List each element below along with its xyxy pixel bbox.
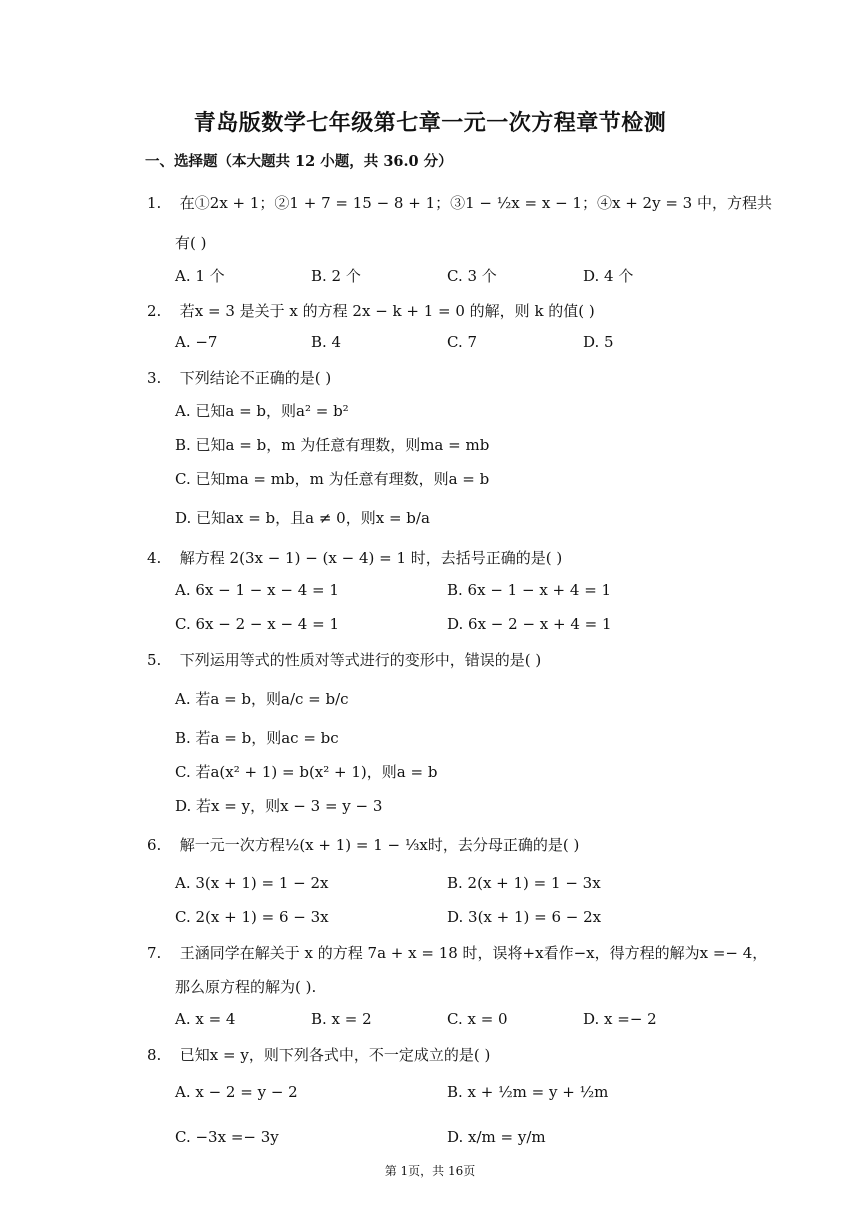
option-d[interactable]: D. 已知ax = b，且a ≠ 0，则x = b/a — [175, 509, 430, 527]
question-number: 5. — [147, 651, 162, 669]
option-a[interactable]: A. −7 — [175, 333, 218, 351]
option-a[interactable]: A. 3(x + 1) = 1 − 2x — [175, 874, 329, 892]
question-2 — [147, 300, 595, 321]
option-c[interactable]: C. x = 0 — [447, 1010, 508, 1028]
question-1-line2: 有( ) — [175, 234, 207, 252]
question-text: 若x = 3 是关于 x 的方程 2x − k + 1 = 0 的解，则 k 的值( ) — [179, 302, 595, 320]
option-c[interactable]: C. 6x − 2 − x − 4 = 1 — [175, 615, 339, 633]
option-c[interactable]: C. 若a(x² + 1) = b(x² + 1)，则a = b — [175, 763, 438, 781]
question-4 — [147, 547, 562, 568]
page-title: 青岛版数学七年级第七章一元一次方程章节检测 — [193, 110, 667, 136]
page-footer: 第 1页，共 16页 — [384, 1164, 476, 1178]
question-number: 2. — [147, 302, 162, 320]
option-d[interactable]: D. x/m = y/m — [447, 1128, 546, 1146]
option-b[interactable]: B. 已知a = b，m 为任意有理数，则ma = mb — [175, 436, 490, 454]
option-c[interactable]: C. 7 — [447, 333, 478, 351]
option-b[interactable]: B. 4 — [311, 333, 342, 351]
question-number: 8. — [147, 1046, 162, 1064]
option-b[interactable]: B. 2 个 — [311, 267, 361, 285]
question-text: 在①2x + 1；②1 + 7 = 15 − 8 + 1；③1 − ½x = x − 1；④x + 2y = 3 中，方程共 — [179, 194, 772, 212]
option-c[interactable]: C. 3 个 — [447, 267, 497, 285]
question-number: 1. — [147, 194, 162, 212]
question-text: 已知x = y，则下列各式中，不一定成立的是( ) — [179, 1046, 491, 1064]
section-heading: 一、选择题（本大题共 12 小题，共 36.0 分） — [145, 153, 453, 170]
option-d[interactable]: D. 若x = y，则x − 3 = y − 3 — [175, 797, 383, 815]
option-b[interactable]: B. 若a = b，则ac = bc — [175, 729, 339, 747]
option-d[interactable]: D. 5 — [583, 333, 614, 351]
option-a[interactable]: A. 1 个 — [175, 267, 225, 285]
question-text: 下列运用等式的性质对等式进行的变形中，错误的是( ) — [179, 651, 542, 669]
question-5 — [147, 649, 541, 670]
question-number: 3. — [147, 369, 162, 387]
question-7 — [147, 942, 767, 963]
question-6 — [147, 834, 579, 855]
option-b[interactable]: B. x + ½m = y + ½m — [447, 1083, 609, 1101]
option-d[interactable]: D. 4 个 — [583, 267, 634, 285]
question-8 — [147, 1044, 490, 1065]
option-a[interactable]: A. 若a = b，则a/c = b/c — [175, 690, 349, 708]
option-d[interactable]: D. 6x − 2 − x + 4 = 1 — [447, 615, 612, 633]
option-b[interactable]: B. 2(x + 1) = 1 − 3x — [447, 874, 601, 892]
option-a[interactable]: A. 已知a = b，则a² = b² — [175, 402, 349, 420]
option-b[interactable]: B. x = 2 — [311, 1010, 372, 1028]
question-text: 下列结论不正确的是( ) — [179, 369, 332, 387]
option-c[interactable]: C. 2(x + 1) = 6 − 3x — [175, 908, 329, 926]
option-d[interactable]: D. x =− 2 — [583, 1010, 657, 1028]
question-text: 解一元一次方程½(x + 1) = 1 − ⅓x时，去分母正确的是( ) — [179, 836, 580, 854]
option-a[interactable]: A. 6x − 1 − x − 4 = 1 — [175, 581, 339, 599]
question-number: 7. — [147, 944, 162, 962]
question-number: 4. — [147, 549, 162, 567]
option-c[interactable]: C. −3x =− 3y — [175, 1128, 279, 1146]
question-7-line2: 那么原方程的解为( ). — [175, 978, 317, 996]
option-b[interactable]: B. 6x − 1 − x + 4 = 1 — [447, 581, 612, 599]
question-text: 解方程 2(3x − 1) − (x − 4) = 1 时，去括号正确的是( ) — [179, 549, 563, 567]
option-a[interactable]: A. x − 2 = y − 2 — [175, 1083, 298, 1101]
question-1 — [147, 192, 772, 213]
option-a[interactable]: A. x = 4 — [175, 1010, 236, 1028]
option-d[interactable]: D. 3(x + 1) = 6 − 2x — [447, 908, 602, 926]
question-3 — [147, 367, 331, 388]
question-number: 6. — [147, 836, 162, 854]
option-c[interactable]: C. 已知ma = mb，m 为任意有理数，则a = b — [175, 470, 490, 488]
question-text: 王涵同学在解关于 x 的方程 7a + x = 18 时，误将+x看作−x，得方程的解为x =− 4， — [179, 944, 768, 962]
